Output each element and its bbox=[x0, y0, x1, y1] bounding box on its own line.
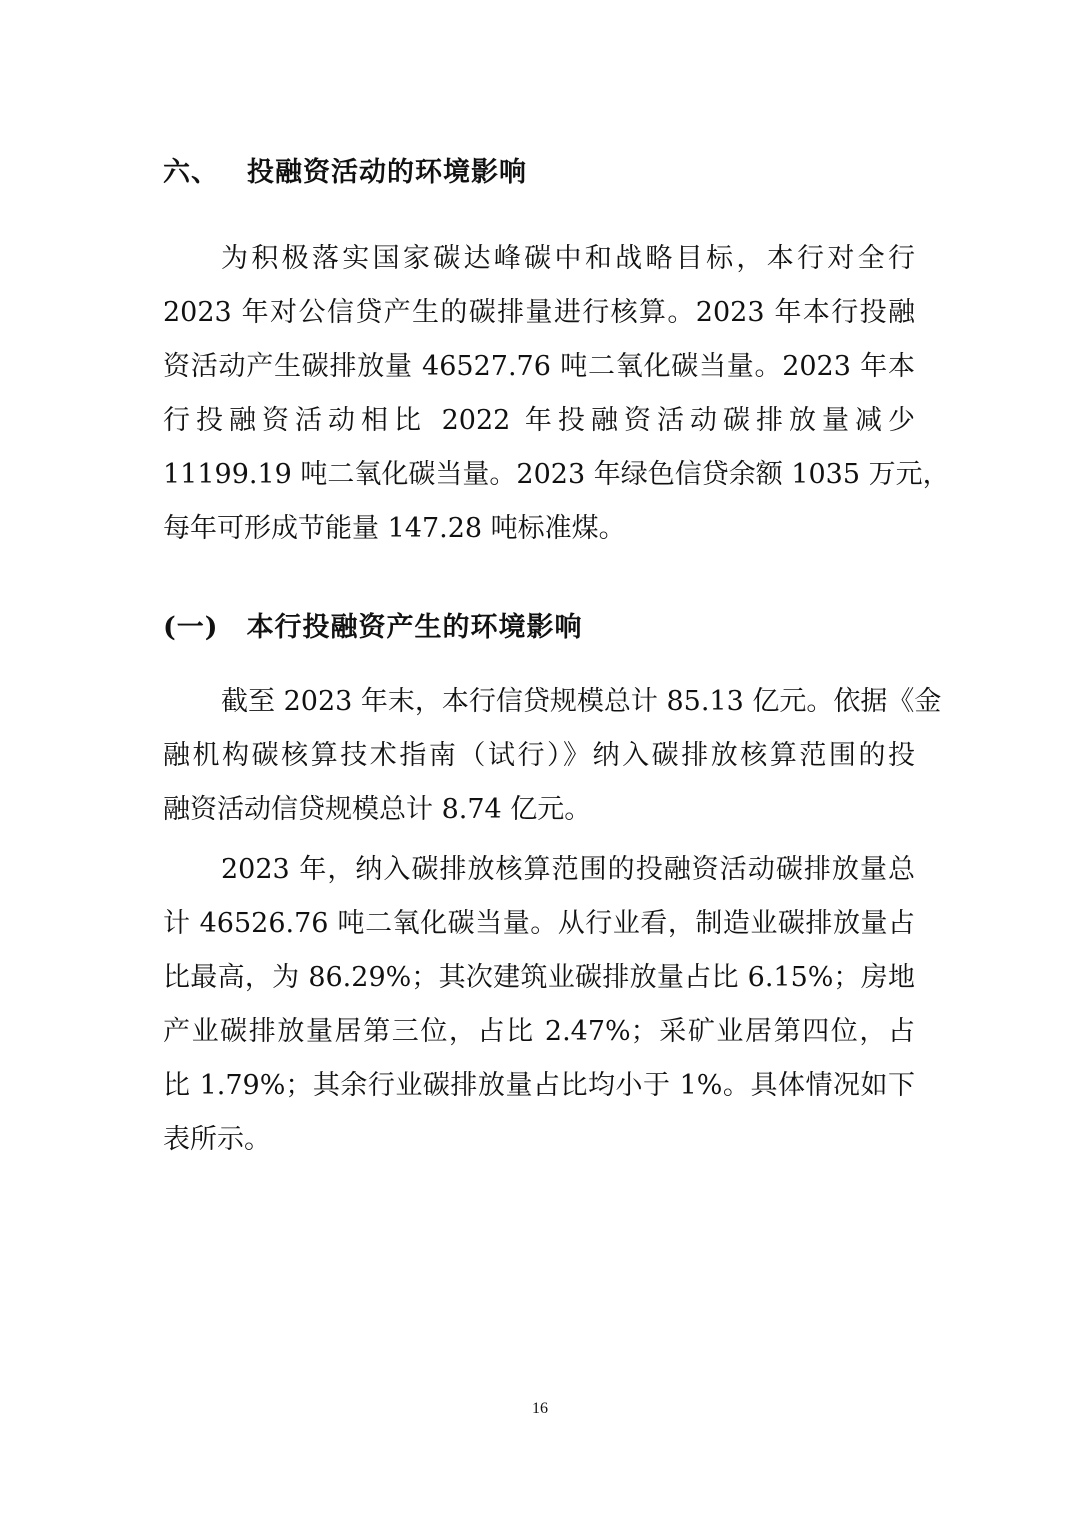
subsection-heading bbox=[163, 605, 583, 644]
intro-paragraph bbox=[163, 232, 950, 556]
page-number: 16 bbox=[532, 1400, 548, 1417]
paragraph-credit-scale bbox=[163, 675, 942, 837]
paragraph-line: 截至 2023 年末，本行信贷规模总计 85.13 亿元。依据《金 bbox=[221, 686, 942, 717]
subsection-number: (一) bbox=[163, 612, 219, 643]
paragraph-industry-emissions bbox=[163, 843, 915, 1167]
paragraph-line: 融资活动信贷规模总计 8.74 亿元。 bbox=[163, 794, 592, 825]
paragraph-line: 比最高，为 86.29%；其次建筑业碳排放量占比 6.15%；房地 bbox=[163, 962, 915, 993]
paragraph-line: 表所示。 bbox=[163, 1124, 271, 1155]
paragraph-line: 11199.19 吨二氧化碳当量。2023 年绿色信贷余额 1035 万元， bbox=[163, 459, 950, 490]
section-heading bbox=[163, 150, 527, 189]
paragraph-line: 比 1.79%；其余行业碳排放量占比均小于 1%。具体情况如下 bbox=[163, 1070, 915, 1101]
paragraph-line: 资活动产生碳排放量 46527.76 吨二氧化碳当量。2023 年本 bbox=[163, 351, 915, 382]
paragraph-line: 每年可形成节能量 147.28 吨标准煤。 bbox=[163, 513, 626, 544]
paragraph-line: 行投融资活动相比 2022 年投融资活动碳排放量减少 bbox=[163, 405, 915, 436]
subsection-title: 本行投融资产生的环境影响 bbox=[246, 612, 583, 643]
paragraph-line: 计 46526.76 吨二氧化碳当量。从行业看，制造业碳排放量占 bbox=[163, 908, 915, 939]
paragraph-line: 为积极落实国家碳达峰碳中和战略目标，本行对全行 bbox=[221, 243, 915, 274]
section-title: 投融资活动的环境影响 bbox=[247, 157, 527, 188]
section-number: 六、 bbox=[163, 157, 219, 188]
paragraph-line: 2023 年对公信贷产生的碳排量进行核算。2023 年本行投融 bbox=[163, 297, 915, 328]
paragraph-line: 2023 年，纳入碳排放核算范围的投融资活动碳排放量总 bbox=[221, 854, 915, 885]
paragraph-line: 产业碳排放量居第三位，占比 2.47%；采矿业居第四位，占 bbox=[163, 1016, 915, 1047]
paragraph-line: 融机构碳核算技术指南（试行）》纳入碳排放核算范围的投 bbox=[163, 740, 915, 771]
